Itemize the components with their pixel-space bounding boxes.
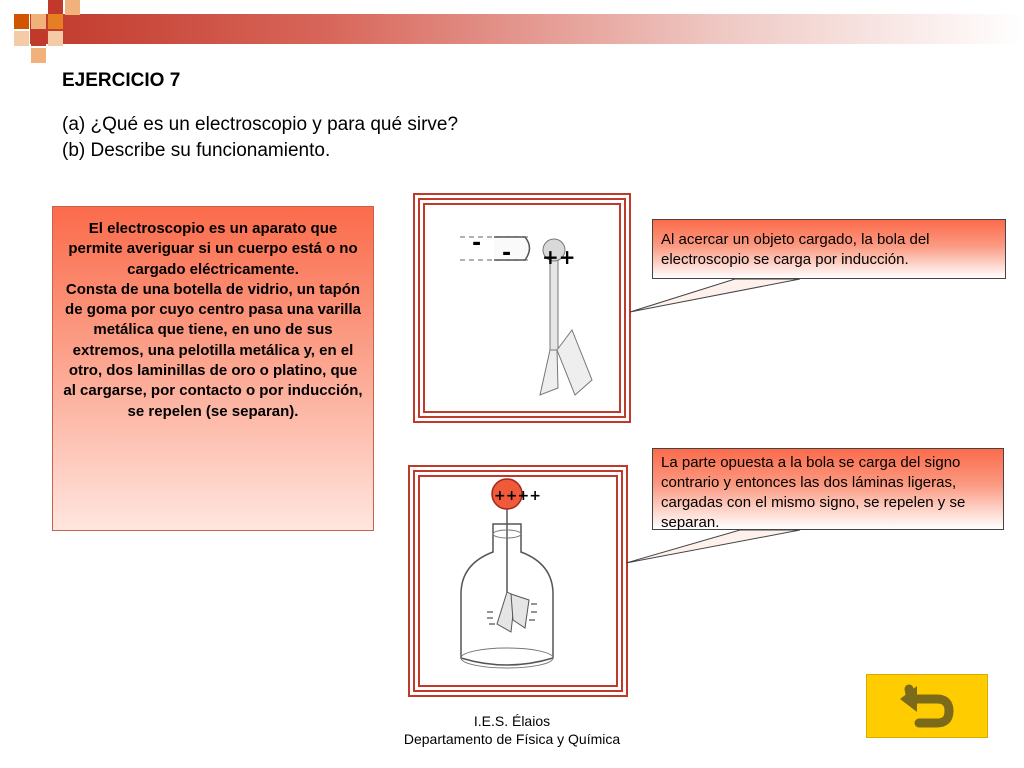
footer bbox=[312, 712, 712, 748]
question-a: (a) ¿Qué es un electroscopio y para qué sirve? bbox=[62, 114, 459, 135]
return-arrow-icon bbox=[867, 675, 987, 737]
callout-repulsion-text: La parte opuesta a la bola se carga del signo contrario y entonces las dos láminas ligeras, cargadas con el mismo signo, se repelen y se separan. bbox=[661, 454, 966, 531]
callout-repulsion bbox=[652, 448, 1004, 530]
footer-department: Departamento de Física y Química bbox=[403, 731, 621, 747]
plus-charge-label: ++++ bbox=[494, 488, 541, 504]
plus-charge-label: ++ bbox=[542, 245, 576, 269]
minus-charge-label: - bbox=[472, 231, 482, 256]
minus-charge-label: - bbox=[502, 241, 512, 266]
footer-school: I.E.S. Élaios bbox=[473, 713, 551, 729]
answer-paragraph-2: Consta de una botella de vidrio, un tapón de goma por cuyo centro pasa una varilla metálica que tiene, en uno de sus extremos, una pelotilla metálica y, en el otro, dos laminillas de oro o platino, que al cargarse, por contacto o por inducción, se repelen (se separan). bbox=[63, 280, 363, 420]
callout-induction bbox=[652, 219, 1006, 279]
callout-induction-text: Al acercar un objeto cargado, la bola del electroscopio se carga por inducción. bbox=[661, 231, 930, 268]
back-button[interactable] bbox=[866, 674, 988, 738]
page-title: EJERCICIO 7 bbox=[62, 70, 181, 91]
question-b: (b) Describe su funcionamiento. bbox=[62, 140, 331, 161]
answer-paragraph-1: El electroscopio es un aparato que permite averiguar si un cuerpo está o no cargado eléctricamente. bbox=[68, 220, 358, 278]
